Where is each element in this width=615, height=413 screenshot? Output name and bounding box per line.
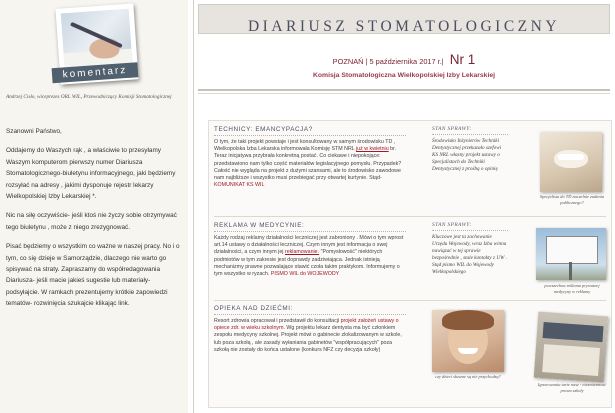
article-heading: TECHNICY: EMANCYPACJA? xyxy=(214,126,406,136)
smiling-child-image xyxy=(432,310,504,372)
billboard-image xyxy=(536,228,606,280)
article-technicy xyxy=(214,126,406,189)
section-divider xyxy=(214,300,606,301)
komentarz-label: komentarz xyxy=(52,62,139,83)
masthead-header xyxy=(198,4,610,114)
article-reklama xyxy=(214,222,406,278)
location-date: POZNAŃ | 5 października 2017 r.| xyxy=(332,57,444,66)
status-box-1 xyxy=(432,126,508,173)
issue-number: Nr 1 xyxy=(449,52,476,67)
image-caption: Specjalista do TD naczelnie zadania publicznego? xyxy=(539,194,605,205)
article-link[interactable]: już w kwietniu xyxy=(356,146,389,153)
article-tail-link[interactable]: PISMO WIL do WOJEWODY xyxy=(270,271,340,278)
editorial-letter xyxy=(6,126,182,318)
school-diary-image xyxy=(534,312,608,383)
letter-paragraph: Pisać będziemy o wszystkim co ważne w naszej pracy. No i o tym, co się dzieje w Samorządzie, dlaczego nie warto go spisywać na straty. Zapraszamy do współredagowania Diariusza- jeśli macie jakieś sugestie lub materiały- podsyłajcie. W ramkach prezentujemy krótkie zapowiedzi tematów- rozwinięcia szukajcie klikając link. xyxy=(6,243,180,308)
header-rule-thin xyxy=(198,93,610,94)
header-rule xyxy=(198,89,610,91)
letter-paragraph: Nic na siłę oczywiście- jeśli ktoś nie życzy sobie otrzymywać tego biuletynu , może z niego zrezygnować. xyxy=(6,212,177,231)
article-heading: REKLAMA W MEDYCYNIE: xyxy=(214,222,406,232)
komentarz-photo xyxy=(55,3,138,84)
article-tail-link[interactable]: KOMUNIKAT KS WIL xyxy=(214,182,265,189)
article-link[interactable]: projekt założeń ustawy o opiece zdr. w wieku szkolnym. xyxy=(214,318,399,332)
article-heading: OPIEKA NAD DZIEĆMI: xyxy=(214,305,406,315)
author-caption: Andrzej Cisło, wiceprezes ORL WIL, Przewodniczący Komisji Stomatologicznej xyxy=(6,94,172,100)
article-opieka xyxy=(214,305,406,354)
image-caption: powszechna reklama prywatnej medycyny w reklamy xyxy=(544,283,600,294)
status-box-2 xyxy=(432,222,508,275)
status-text: Środowisko Inżynierów Techniki Dentystycznej przekazało szefowi KS NRL własny projekt ustawy o Specjalistach do Techniki Dentystycznej z prośbą o opinię xyxy=(432,138,502,172)
status-heading: STAN SPRAWY: xyxy=(432,222,508,231)
status-heading: STAN SPRAWY: xyxy=(432,126,508,135)
image-caption: czy dzieci słuszne są nie przychodzą? xyxy=(435,374,501,379)
article-body: Każdy rodzaj reklamy działalności leczniczej jest zabroniony . Mówi o tym wprost art.14 ustawy o działalności leczniczej. Czym innym jest informacja o swej działalności, a czym innym jej reklamowanie. "Pomysłowość" niektórych podmiotów w tym zakresie jest doprawdy zadziwiająca. Jednak istnieją mechanizmy prawne pozwalające stawić czoła takim praktykom. Informujemy o tym wszystko w ryzach. PISMO WIL do WOJEWODY xyxy=(214,235,404,278)
newsletter-title: DIARIUSZ STOMATOLOGICZNY xyxy=(247,18,561,35)
publisher-subtitle: Komisja Stomatologiczna Wielkopolskiej Izby Lekarskiej xyxy=(313,72,495,79)
letter-greeting: Szanowni Państwo, xyxy=(6,128,62,135)
dental-technician-image xyxy=(540,132,602,192)
article-body: O tym, że taki projekt powstaje i jest konsultowany w samym środowisku TD , Wielkopolska Izba Lekarska informowała Komisję STM NRL już w kwietniu br. Teraz inicjatywa przybrała konkretną postać. Co ciekawe i niepokojące: przedstawiono nam tylko część materiałów legislacyjnego pomysłu. Przypadek? Całość nie wygląda na projekt z dużymi szansami, ale to środowisko zawodowe nam najbliższe i wszystko musi przebiegać przy otwartej kurtynie. Stąd- KOMUNIKAT KS WIL xyxy=(214,139,402,189)
image-caption: Ignorowania tarte nasz - niezmiennosć prawa szkoły xyxy=(537,382,607,393)
left-column xyxy=(0,0,188,413)
article-body: Resort zdrowia opracował i przedstawił do konsultacji projekt założeń ustawy o opiece zdr. w wieku szkolnym. Wg projektu lekarz dentysta ma być członkiem zespołu medycyny szkolnej. Projekt mówi o gabinecie zlokalizowanym w szkole, lub poza szkołą , ale zasady wyłaniania gabinetów "współpracujących" poza szkołą nie zostały do końca ustalone (konkurs NFZ czy decyzja szkoły) xyxy=(214,318,402,353)
letter-paragraph: Oddajemy do Waszych rąk , a właściwie to przesyłamy Waszym komputerom pierwszy numer Diariusza Stomatologicznego-biuletynu informacyjnego, jaki będziemy rozsyłać na adresy , jakimi dysponuje rejestr lekarzy Wielkopolskiej Izby Lekarskiej *. xyxy=(6,147,176,201)
article-link[interactable]: reklamowanie. xyxy=(284,249,320,256)
column-divider xyxy=(193,0,194,413)
section-divider xyxy=(214,216,606,217)
status-text: Kluczowe jest ta zachowanie Urzędu Wojewody, wraz Izba winna nawiązać w tej sprawie bezpośrednie , stale kontakty z UW . Stąd pismo WIL do Wojewody Wielkopolskiego xyxy=(432,234,508,275)
issue-line xyxy=(198,52,610,67)
